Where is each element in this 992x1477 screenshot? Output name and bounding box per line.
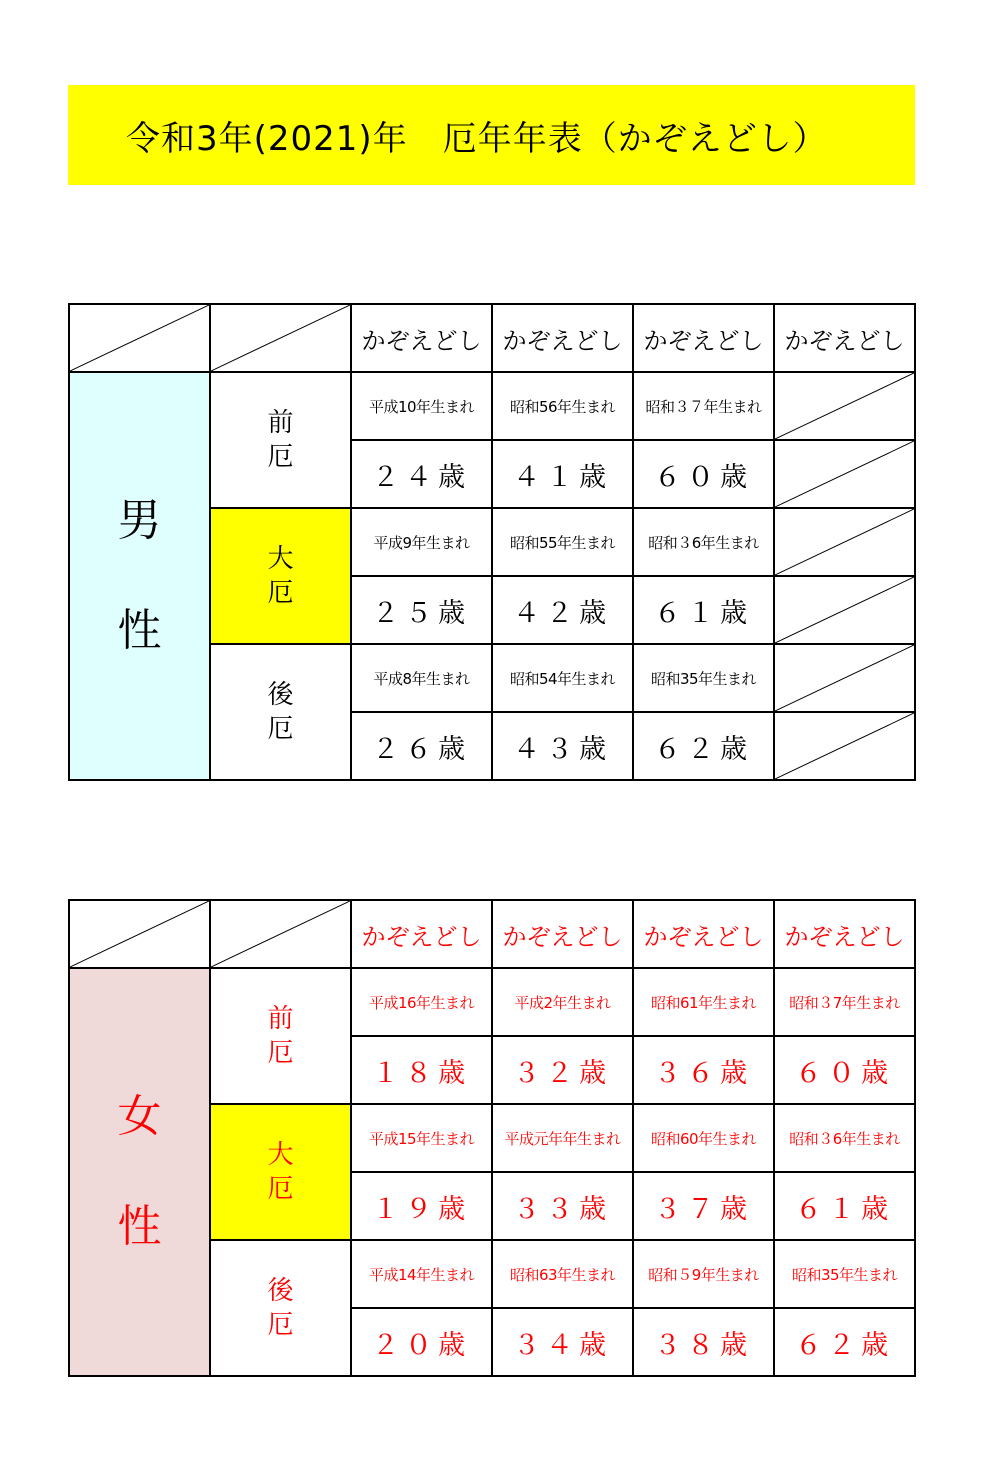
birth-year-cell: 平成8年生まれ bbox=[351, 644, 492, 712]
column-header: かぞえどし bbox=[492, 900, 633, 968]
birth-year-cell: 昭和56年生まれ bbox=[492, 372, 633, 440]
age-cell: ６２歳 bbox=[774, 1308, 915, 1376]
birth-year-cell: 昭和５9年生まれ bbox=[633, 1240, 774, 1308]
age-cell: ３４歳 bbox=[492, 1308, 633, 1376]
empty-cell-diagonal bbox=[774, 644, 915, 712]
yaku-label-zenyaku: 前 厄 bbox=[210, 372, 351, 508]
age-cell: ２０歳 bbox=[351, 1308, 492, 1376]
birth-year-cell: 昭和63年生まれ bbox=[492, 1240, 633, 1308]
yaku-label-taiyaku: 大 厄 bbox=[210, 1104, 351, 1240]
age-cell: ３３歳 bbox=[492, 1172, 633, 1240]
birth-year-cell: 平成2年生まれ bbox=[492, 968, 633, 1036]
age-cell: ４２歳 bbox=[492, 576, 633, 644]
corner-cell-diagonal bbox=[210, 304, 351, 372]
age-cell: １８歳 bbox=[351, 1036, 492, 1104]
age-cell: ３２歳 bbox=[492, 1036, 633, 1104]
column-header: かぞえどし bbox=[492, 304, 633, 372]
birth-year-cell: 昭和35年生まれ bbox=[774, 1240, 915, 1308]
empty-cell-diagonal bbox=[774, 712, 915, 780]
table-header-row bbox=[69, 304, 915, 372]
column-header: かぞえどし bbox=[774, 304, 915, 372]
empty-cell-diagonal bbox=[774, 440, 915, 508]
birth-year-cell: 昭和54年生まれ bbox=[492, 644, 633, 712]
column-header: かぞえどし bbox=[633, 900, 774, 968]
yaku-label-zenyaku: 前 厄 bbox=[210, 968, 351, 1104]
yaku-label-taiyaku: 大 厄 bbox=[210, 508, 351, 644]
birth-year-cell: 昭和60年生まれ bbox=[633, 1104, 774, 1172]
age-cell: ６０歳 bbox=[774, 1036, 915, 1104]
corner-cell-diagonal bbox=[69, 304, 210, 372]
birth-year-cell: 平成元年年生まれ bbox=[492, 1104, 633, 1172]
empty-cell-diagonal bbox=[774, 576, 915, 644]
yaku-label-atoyaku: 後 厄 bbox=[210, 644, 351, 780]
column-header: かぞえどし bbox=[351, 304, 492, 372]
birth-year-cell: 昭和55年生まれ bbox=[492, 508, 633, 576]
age-cell: ２４歳 bbox=[351, 440, 492, 508]
birth-year-cell: 昭和３6年生まれ bbox=[774, 1104, 915, 1172]
corner-cell-diagonal bbox=[210, 900, 351, 968]
birth-year-cell: 昭和61年生まれ bbox=[633, 968, 774, 1036]
birth-year-cell: 平成15年生まれ bbox=[351, 1104, 492, 1172]
corner-cell-diagonal bbox=[69, 900, 210, 968]
age-cell: ３７歳 bbox=[633, 1172, 774, 1240]
yaku-label-atoyaku: 後 厄 bbox=[210, 1240, 351, 1376]
column-header: かぞえどし bbox=[774, 900, 915, 968]
age-cell: ６１歳 bbox=[774, 1172, 915, 1240]
age-cell: ２６歳 bbox=[351, 712, 492, 780]
column-header: かぞえどし bbox=[633, 304, 774, 372]
birth-year-cell: 平成14年生まれ bbox=[351, 1240, 492, 1308]
age-cell: ４１歳 bbox=[492, 440, 633, 508]
empty-cell-diagonal bbox=[774, 508, 915, 576]
age-cell: １９歳 bbox=[351, 1172, 492, 1240]
column-header: かぞえどし bbox=[351, 900, 492, 968]
birth-year-cell: 平成10年生まれ bbox=[351, 372, 492, 440]
table-row bbox=[69, 372, 915, 440]
age-cell: ６０歳 bbox=[633, 440, 774, 508]
birth-year-cell: 平成16年生まれ bbox=[351, 968, 492, 1036]
birth-year-cell: 昭和35年生まれ bbox=[633, 644, 774, 712]
birth-year-cell: 昭和３７年生まれ bbox=[633, 372, 774, 440]
gender-label-women: 女 性 bbox=[69, 968, 210, 1376]
men-yaku-table bbox=[68, 303, 916, 781]
age-cell: ２５歳 bbox=[351, 576, 492, 644]
birth-year-cell: 昭和３6年生まれ bbox=[633, 508, 774, 576]
gender-label-men: 男 性 bbox=[69, 372, 210, 780]
birth-year-cell: 平成9年生まれ bbox=[351, 508, 492, 576]
age-cell: ６１歳 bbox=[633, 576, 774, 644]
title-banner bbox=[68, 85, 915, 185]
age-cell: ６２歳 bbox=[633, 712, 774, 780]
age-cell: ３６歳 bbox=[633, 1036, 774, 1104]
page-title: 令和3年(2021)年 厄年年表（かぞえどし） bbox=[126, 118, 828, 159]
empty-cell-diagonal bbox=[774, 372, 915, 440]
women-yaku-table bbox=[68, 899, 916, 1377]
table-row bbox=[69, 968, 915, 1036]
table-header-row bbox=[69, 900, 915, 968]
birth-year-cell: 昭和３7年生まれ bbox=[774, 968, 915, 1036]
age-cell: ４３歳 bbox=[492, 712, 633, 780]
age-cell: ３８歳 bbox=[633, 1308, 774, 1376]
